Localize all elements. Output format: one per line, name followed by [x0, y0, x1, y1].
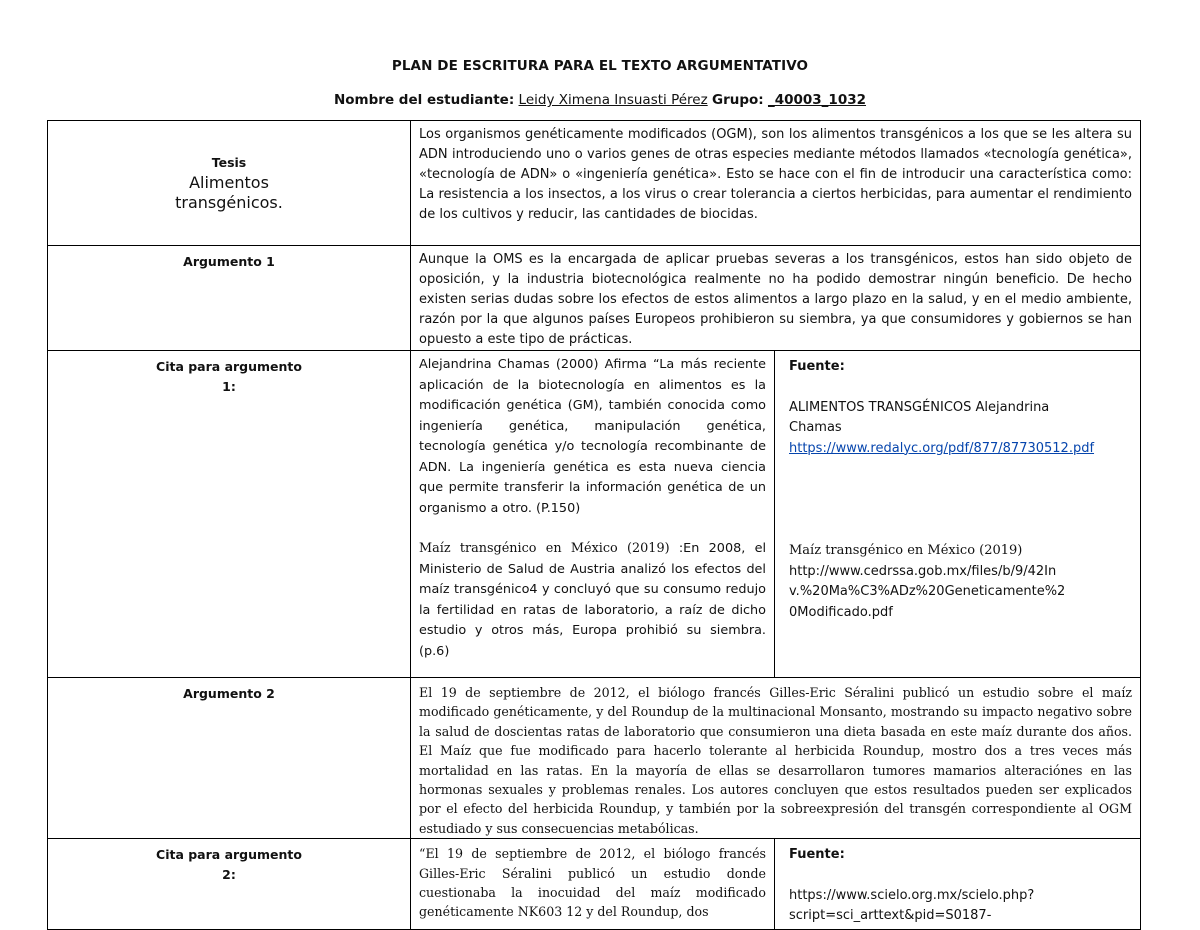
cita-1-label-cell — [48, 351, 411, 678]
cita-1-quote-maiz-author: Maíz transgénico en México (2019) — [419, 541, 670, 556]
cita-1-quotes — [411, 351, 775, 678]
student-label: Nombre del estudiante: — [333, 92, 515, 108]
cita-1-source-title: ALIMENTOS TRANSGÉNICOS Alejandrina Chamas — [789, 399, 1050, 435]
tesis-label: Tesis — [211, 155, 247, 170]
cita-1-label: Cita para argumento — [156, 359, 302, 374]
cita-2-label-cell — [48, 839, 411, 930]
cita-2-source-label: Fuente: — [789, 847, 845, 863]
cita-1-quote-maiz — [419, 539, 766, 662]
cita-1-sources — [775, 351, 1141, 678]
cita-1-number: 1: — [222, 379, 236, 394]
argumento-1-text: Aunque la OMS es la encargada de aplicar pruebas severas a los transgénicos, estos han sido objeto de oposición, y la industria biotecnológica realmente no ha podido demostrar ningún beneficio. De hecho existen serias dudas sobre los efectos de estos alimentos a largo plazo en la salud, y en el medio ambiente, razón por la que algunos países Europeos prohibieron su siembra, ya que consumidores y gobiernos se han opuesto a este tipo de prácticas. — [411, 246, 1141, 351]
argumento-2-label: Argumento 2 — [48, 678, 411, 839]
cita-2-sources — [775, 839, 1141, 930]
document-title: PLAN DE ESCRITURA PARA EL TEXTO ARGUMENTATIVO — [391, 58, 809, 74]
cita-2-label: Cita para argumento — [156, 847, 302, 863]
argumento-2-text: El 19 de septiembre de 2012, el biólogo francés Gilles-Eric Séralini publicó un estudio sobre el maíz modificado genéticamente, y del Roundup de la multinacional Monsanto, mostrando su impacto negativo sobre la salud de doscientas ratas de laboratorio que consumieron una dieta basada en este maíz durante dos años. El Maíz que fue modificado para hacerlo tolerante al herbicida Roundup, mostro dos a tres veces más mortalidad en las ratas. En la mayoría de ellas se desarrollaron tumores mamarios alteraciónes en las hormonas sexuales y problemas renales. Los autores concluyen que estos resultados pueden ser explicados por el efecto del herbicida Roundup, y también por la sobreexpresión del transgén correspondiente al OGM estudiado y sus consecuencias metabólicas. — [411, 678, 1141, 839]
table-row-tesis — [48, 121, 1141, 246]
table-row-cita-1 — [48, 351, 1141, 678]
student-name: Leidy Ximena Insuasti Pérez — [518, 92, 708, 108]
cita-1-source-label: Fuente: — [789, 359, 845, 374]
cita-1-quote-chamas: Alejandrina Chamas (2000) Afirma “La más reciente aplicación de la biotecnología en alimentos es la modificación genética (GM), también conocida como ingeniería genética, manipulación genética, tecnología genética y/o tecnología recombinante de ADN. La ingeniería genética es esta nueva ciencia que permite transferir la información genética de un organismo a otro. (P.150) — [419, 357, 766, 516]
tesis-subtitle: Alimentos transgénicos. — [175, 173, 283, 212]
table-row-cita-2 — [48, 839, 1141, 930]
cita-2-source-url: https://www.scielo.org.mx/scielo.php?script=sci_arttext&pid=S0187- — [789, 887, 1035, 924]
tesis-label-cell — [48, 121, 411, 246]
cita-1-quote-maiz-text: :En 2008, el Ministerio de Salud de Austria analizó los efectos del maíz transgénico4 y concluyó que su consumo redujo la fertilidad en ratas de laboratorio, a raíz de dicho estudio y otros más, Europa prohibió su siembra. (p.6) — [419, 541, 767, 659]
cita-2-quote: “El 19 de septiembre de 2012, el biólogo francés Gilles-Eric Séralini publicó un estudio donde cuestionaba la inocuidad del maíz modificado genéticamente NK603 12 y del Roundup, dos — [411, 839, 775, 930]
table-row-argumento-2 — [48, 678, 1141, 839]
group-value: _40003_1032 — [767, 92, 867, 108]
student-info — [0, 92, 1200, 108]
cita-1-source-2-author: Maíz transgénico en México (2019) — [789, 543, 1023, 558]
tesis-text: Los organismos genéticamente modificados (OGM), son los alimentos transgénicos a los que se les altera su ADN introduciendo uno o varios genes de otras especies mediante métodos llamados «tecnología genética», «tecnología de ADN» o «ingeniería genética». Esto se hace con el fin de introducir una característica como: La resistencia a los insectos, a los virus o crear tolerancia a ciertos herbicidas, para aumentar el rendimiento de los cultivos y reducir, las cantidades de biocidas. — [411, 121, 1141, 246]
argumento-1-label: Argumento 1 — [48, 246, 411, 351]
cita-1-source-link[interactable]: https://www.redalyc.org/pdf/877/87730512.pdf — [789, 440, 1095, 456]
group-label: Grupo: — [711, 92, 764, 108]
cita-2-number: 2: — [222, 867, 236, 883]
writing-plan-table — [47, 120, 1141, 930]
cita-1-source-2-url: http://www.cedrssa.gob.mx/files/b/9/42Inv.%20Ma%C3%ADz%20Geneticamente%20Modificado.pdf — [789, 563, 1066, 620]
table-row-argumento-1 — [48, 246, 1141, 351]
